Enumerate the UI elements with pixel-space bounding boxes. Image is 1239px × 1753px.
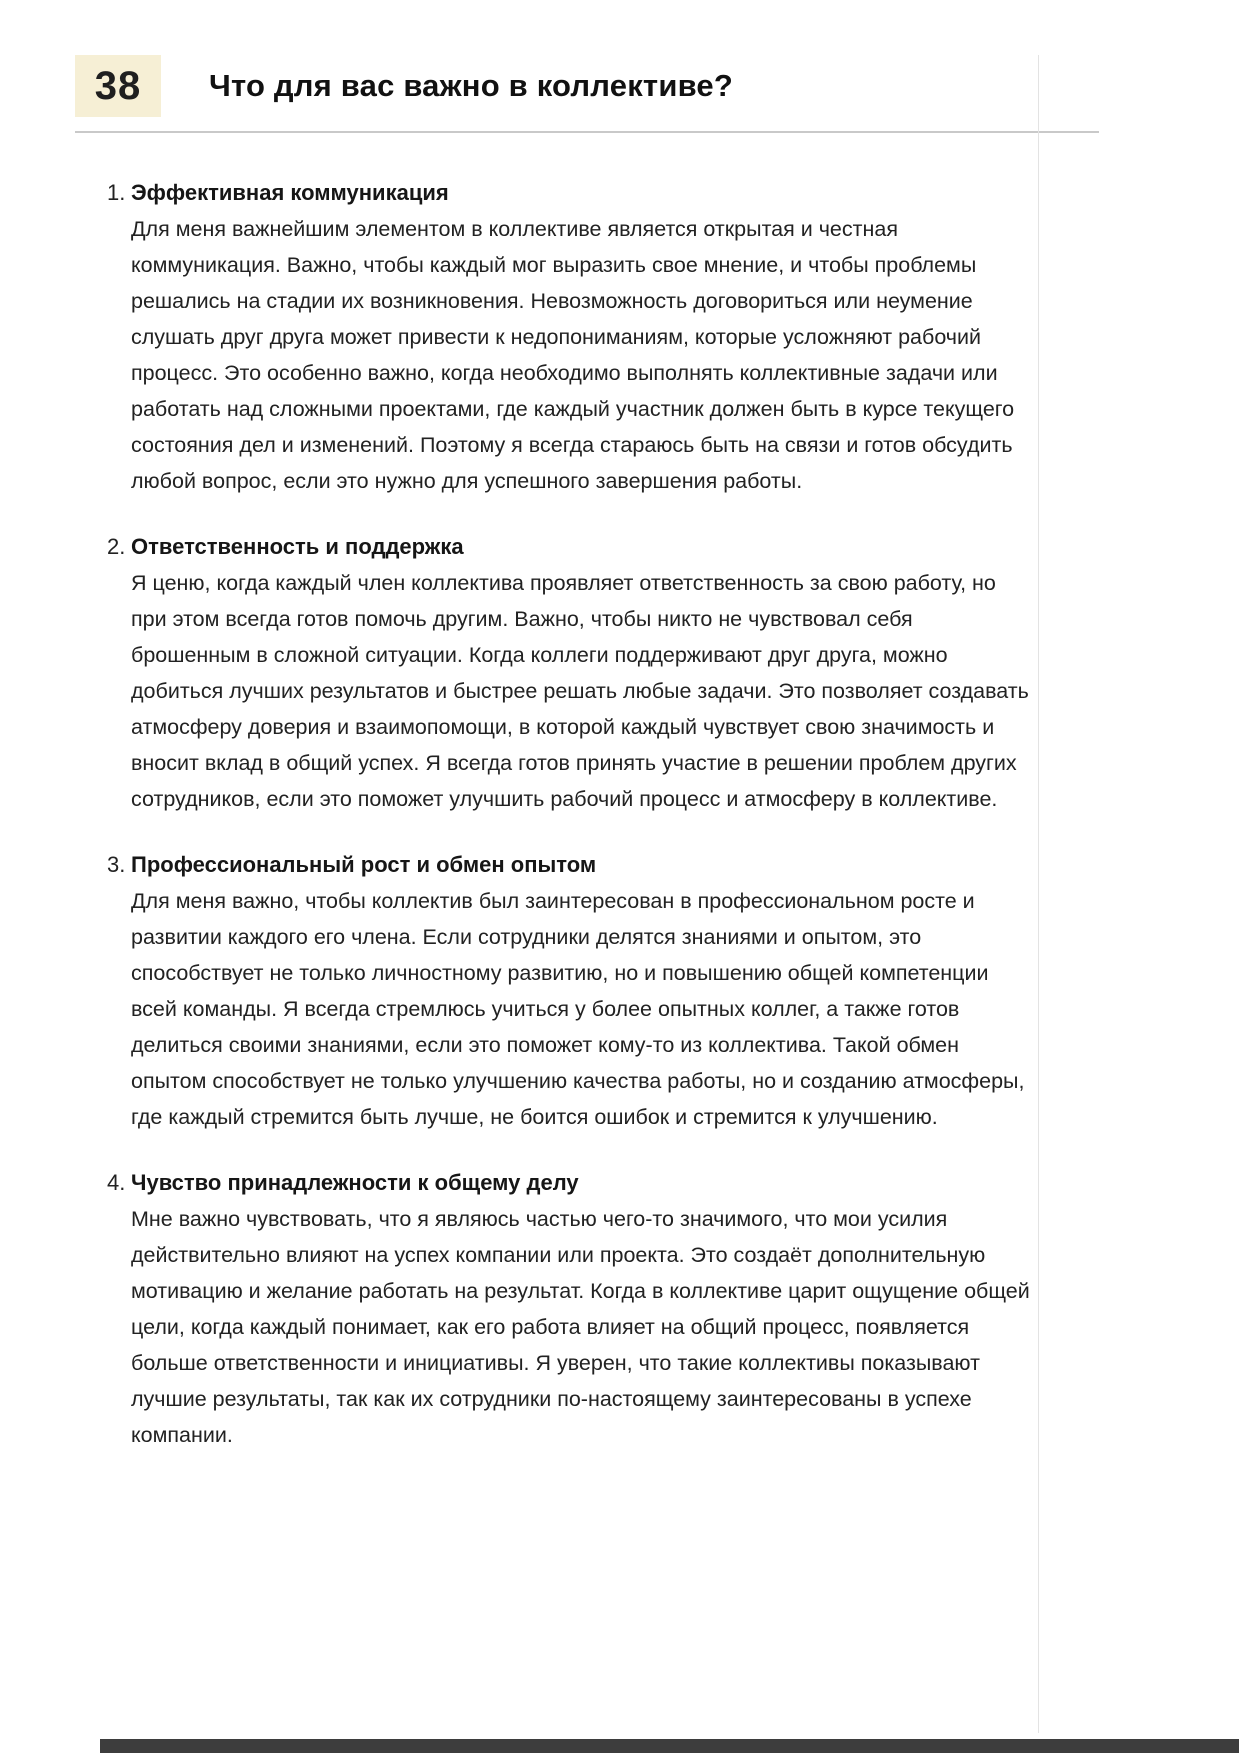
item-number: 2. (107, 534, 126, 559)
item-body: Для меня важнейшим элементом в коллективе является открытая и честная коммуникация. Важно, чтобы каждый мог выразить свое мнение, и чтобы проблемы решались на стадии их возникновения. Невозможность договориться или неумение слушать друг друга может привести к недопониманиям, которые усложняют рабочий процесс. Это особенно важно, когда необходимо выполнять коллективные задачи или работать над сложными проектами, где каждый участник должен быть в курсе текущего состояния дел и изменений. Поэтому я всегда стараюсь быть на связи и готов обсудить любой вопрос, если это нужно для успешного завершения работы. (131, 217, 1015, 493)
list-item (107, 529, 1034, 817)
item-heading: Профессиональный рост и обмен опытом (131, 852, 597, 877)
item-heading-row (107, 175, 1034, 211)
item-body: Для меня важно, чтобы коллектив был заинтересован в профессиональном росте и развитии каждого его члена. Если сотрудники делятся знаниями и опытом, это способствует не только личностному развитию, но и повышению общей компетенции всей команды. Я всегда стремлюсь учиться у более опытных коллег, а также готов делиться своими знаниями, если это поможет кому-то из коллектива. Такой обмен опытом способствует не только улучшению качества работы, но и созданию атмосферы, где каждый стремится быть лучше, не боится ошибок и стремится к улучшению. (131, 889, 1025, 1129)
item-heading: Ответственность и поддержка (131, 534, 464, 559)
item-body: Мне важно чувствовать, что я являюсь частью чего-то значимого, что мои усилия действительно влияют на успех компании или проекта. Это создаёт дополнительную мотивацию и желание работать на результат. Когда в коллективе царит ощущение общей цели, когда каждый понимает, как его работа влияет на общий процесс, появляется больше ответственности и инициативы. Я уверен, что такие коллективы показывают лучшие результаты, так как их сотрудники по-настоящему заинтересованы в успехе компании. (131, 1207, 1030, 1447)
item-heading: Эффективная коммуникация (131, 180, 449, 205)
item-heading-row (107, 529, 1034, 565)
item-number: 3. (107, 852, 126, 877)
page-title: Что для вас важно в коллективе? (209, 68, 733, 103)
item-heading: Чувство принадлежности к общему делу (131, 1170, 579, 1195)
item-body: Я ценю, когда каждый член коллектива проявляет ответственность за свою работу, но при этом всегда готов помочь другим. Важно, чтобы никто не чувствовал себя брошенным в сложной ситуации. Когда коллеги поддерживают друг друга, можно добиться лучших результатов и быстрее решать любые задачи. Это позволяет создавать атмосферу доверия и взаимопомощи, в которой каждый чувствует свою значимость и вносит вклад в общий успех. Я всегда готов принять участие в решении проблем других сотрудников, если это поможет улучшить рабочий процесс и атмосферу в коллективе. (131, 571, 1029, 811)
page-number: 38 (94, 63, 142, 108)
item-number: 1. (107, 180, 126, 205)
item-heading-row (107, 847, 1034, 883)
list-item (107, 175, 1034, 499)
page-header (0, 0, 1239, 117)
list-item (107, 1165, 1034, 1453)
page-number-box (75, 55, 161, 117)
list-item (107, 847, 1034, 1135)
answers-list (0, 133, 1239, 1453)
footer-bar (100, 1739, 1239, 1753)
item-number: 4. (107, 1170, 126, 1195)
item-heading-row (107, 1165, 1034, 1201)
